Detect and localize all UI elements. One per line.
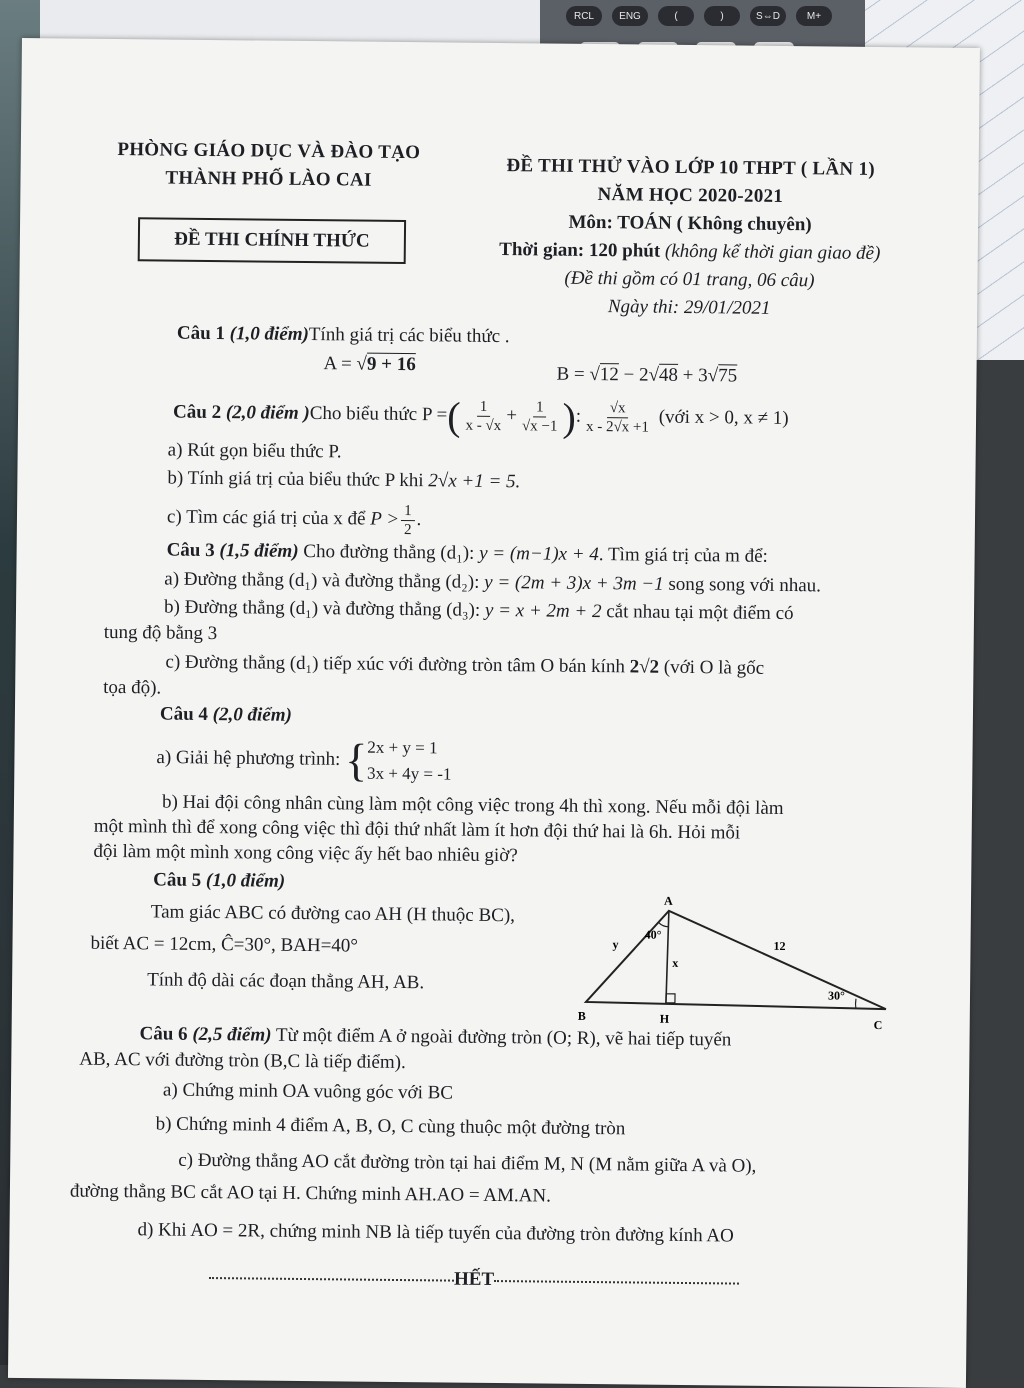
calc-key-close-paren: ) [704,6,740,26]
q4-label: Câu 4 [159,703,209,725]
q2-frac1-den: x - √x [465,417,502,435]
q2-frac3-num: √x [607,399,629,418]
q2-c: c) Tìm các giá trị của x để P > $\frac{1}{2}$ . [166,503,422,539]
q2-c-den: 2 [403,522,412,539]
q4-eq2: 3x + 4y = -1 [366,763,452,784]
q2-frac2-num: 1 [533,398,547,417]
q2-c-num: 1 [401,502,415,521]
q2-frac3-den: x - 2√x +1 [585,418,650,436]
q4-a: a) Giải hệ phương trình: { 2x + y = 1 3x + 4y = -1 [156,734,452,786]
q3-label: Câu 3 [166,539,215,562]
q2-b-text: b) Tính giá trị của biểu thức P khi [167,467,429,492]
subject: Môn: TOÁN ( Không chuyên) [568,211,812,236]
vertex-b-label: B [577,1008,586,1023]
q3-a [164,569,821,598]
q1-label: Câu 1 [176,322,226,345]
q5-line2: biết AC = 12cm, Ĉ=30°, BAH=40° [90,932,359,957]
q2-frac2 [519,398,561,435]
q2-c-frac [401,502,415,539]
vertex-h-label: H [659,1011,670,1026]
dotted-line-right [494,1280,739,1285]
q6-label: Câu 6 [139,1023,188,1045]
q6-b: b) Chứng minh 4 điểm A, B, O, C cùng thuộc một đường tròn [155,1113,626,1140]
q3-points: (1,5 điểm) [219,540,299,562]
school-year: NĂM HỌC 2020-2021 [597,184,784,207]
q2-points: (2,0 điểm ) [225,402,310,424]
q1-b-mid1: − 2 [618,364,649,386]
right-angle-mark [666,994,675,1003]
q3-a-end: song song với nhau. [663,573,822,597]
q3-b-eq: y = x + 2m + 2 [484,599,602,623]
q2-condition: (với x > 0, x ≠ 1) [658,406,789,429]
q1-b-mid2: + 3 [677,364,708,387]
q1-text: Tính giá trị các biểu thức . [308,324,510,348]
q5-line1: Tam giác ABC có đường cao AH (H thuộc BC), [150,901,516,927]
q3-text2: . Tìm giá trị của m để: [598,544,768,567]
q5-heading [153,869,285,892]
q3-a-eq: y = (2m + 3)x + 3m −1 [484,571,664,595]
q5-points: (1,0 điểm) [205,869,286,892]
official-exam-box: ĐỀ THI CHÍNH THỨC [138,217,406,264]
q3-c [165,652,764,680]
pages-note: (Đề thi gồm có 01 trang, 06 câu) [564,267,815,292]
q3-c-text: c) Đường thẳng (d₁) tiếp xúc với đường tròn tâm O bán kính [165,651,630,678]
q6-line2: AB, AC với đường tròn (B,C là tiếp điểm). [79,1048,406,1074]
q6-line1: Từ một điểm A ở ngoài đường tròn (O; R), vẽ hai tiếp tuyến [271,1024,732,1051]
q3-c-radius: 2√2 [629,656,660,678]
q2-c-text: c) Tìm các giá trị của x để [166,506,371,530]
q4-b-line2: một mình thì để xong công việc thì đội thứ nhất làm ít hơn đội thứ hai là 6h. Hỏi mỗi [93,815,741,844]
side-ah-label: x [672,955,679,970]
triangle-figure [568,892,899,1035]
q6-points: (2,5 điểm) [192,1023,272,1046]
altitude-ah [666,911,669,1004]
q1-b-r3: 75 [718,365,738,387]
q2-frac3 [583,399,652,437]
q2-b-expr: 2√x +1 = 5. [428,470,521,493]
q3-c-end: (với O là gốc [658,656,765,679]
q2-c-expr: P > [370,508,400,530]
q3-b-end: cắt nhau tại một điểm có [601,601,794,625]
q4-a-text: a) Giải hệ phương trình: [156,746,346,770]
side-ac-label: 12 [773,938,786,954]
angle-c-arc [855,999,856,1009]
angle-c-label: 30° [827,988,845,1003]
q5-line3: Tính độ dài các đoạn thẳng AH, AB. [147,969,425,994]
q4-system [367,734,452,787]
calc-key-eng: ENG [612,6,648,26]
q2-heading: Câu 2 (2,0 điểm )Cho biểu thức P =( $\frac{1}{x - √x}$ + $\frac{1}{√x -1}$ ): $\frac{√x}{x - 2√x +1}$ (với x > 0, x ≠ 1) [172,393,789,440]
q4-points: (2,0 điểm) [212,704,292,726]
q2-frac2-den: √x −1 [521,418,558,435]
time-note: (không kể thời gian giao đề) [664,240,881,264]
q4-b-line1: b) Hai đội công nhân cùng làm một công việc trong 4h thì xong. Nếu mỗi đội làm [161,791,784,820]
q2-b [167,468,520,494]
q1-expr-b: B = √12 − 2√48 + 3√75 [556,363,738,387]
end-marker [209,1266,739,1294]
q4-b-line3: đội làm một mình xong công việc ấy hết bao nhiêu giờ? [93,840,518,867]
q3-heading [167,540,768,568]
q3-a-text: a) Đường thẳng (d₁) và đường thẳng (d₂): [164,568,485,593]
calc-key-sd: S⇔D [750,6,786,26]
vertex-a-label: A [663,893,673,908]
q2-frac1 [462,398,504,435]
q1-points: (1,0 điểm) [229,323,309,346]
time-label: Thời gian: 120 phút [499,239,661,262]
q3-c-line2: tọa độ). [103,676,162,699]
end-text: HẾT [453,1268,495,1291]
calc-key-rcl: RCL [566,6,602,26]
side-ab-label: y [612,937,619,952]
q1-heading [177,323,510,348]
exam-date: Ngày thi: 29/01/2021 [607,296,771,319]
calc-key-open-paren: ( [658,6,694,26]
q6-a: a) Chứng minh OA vuông góc với BC [162,1079,454,1104]
q4-eq1: 2x + y = 1 [367,737,438,757]
q1-expr-a: A = √9 + 16 [323,353,416,376]
q3-eq: y = (m−1)x + 4 [479,542,599,566]
q3-b-text: b) Đường thẳng (d₁) và đường thẳng (d₃): [163,596,486,621]
q1-b-r2: 48 [658,364,679,386]
angle-a-label: 40° [644,927,662,942]
q3-b [164,597,794,626]
q2-frac1-num: 1 [477,398,491,417]
q2-label: Câu 2 [172,401,222,423]
q6-c-line2: đường thẳng BC cắt AO tại H. Chứng minh AH.AO = AM.AN. [69,1180,552,1207]
q6-c-line1: c) Đường thẳng AO cắt đường tròn tại hai điểm M, N (M nằm giữa A và O), [178,1149,757,1177]
q6-d: d) Khi AO = 2R, chứng minh NB là tiếp tuyến của đường tròn đường kính AO [137,1219,734,1247]
q4-heading [160,703,292,726]
q5-label: Câu 5 [153,869,202,891]
q2-a: a) Rút gọn biểu thức P. [167,439,342,463]
vertex-c-label: C [873,1017,883,1033]
dept-line1: PHÒNG GIÁO DỤC VÀ ĐÀO TẠO [117,139,421,164]
q1-b-r1: 12 [599,364,619,386]
q1-b-prefix: B = [556,363,590,385]
calc-key-mplus: M+ [796,6,832,26]
q1-a-root: 9 + 16 [366,353,416,376]
exam-title: ĐỀ THI THỬ VÀO LỚP 10 THPT ( LẦN 1) [506,155,876,180]
dept-line2: THÀNH PHỐ LÀO CAI [165,167,372,191]
angle-a-arc [659,923,669,927]
q3-b-line2: tung độ bằng 3 [103,621,218,645]
q3-text: Cho đường thẳng (d₁): [303,540,480,564]
dotted-line-left [209,1277,454,1282]
time-line [470,239,910,266]
q1-a-prefix: A = [323,353,357,375]
q2-text: Cho biểu thức P = [309,402,448,426]
exam-sheet [8,38,980,1388]
